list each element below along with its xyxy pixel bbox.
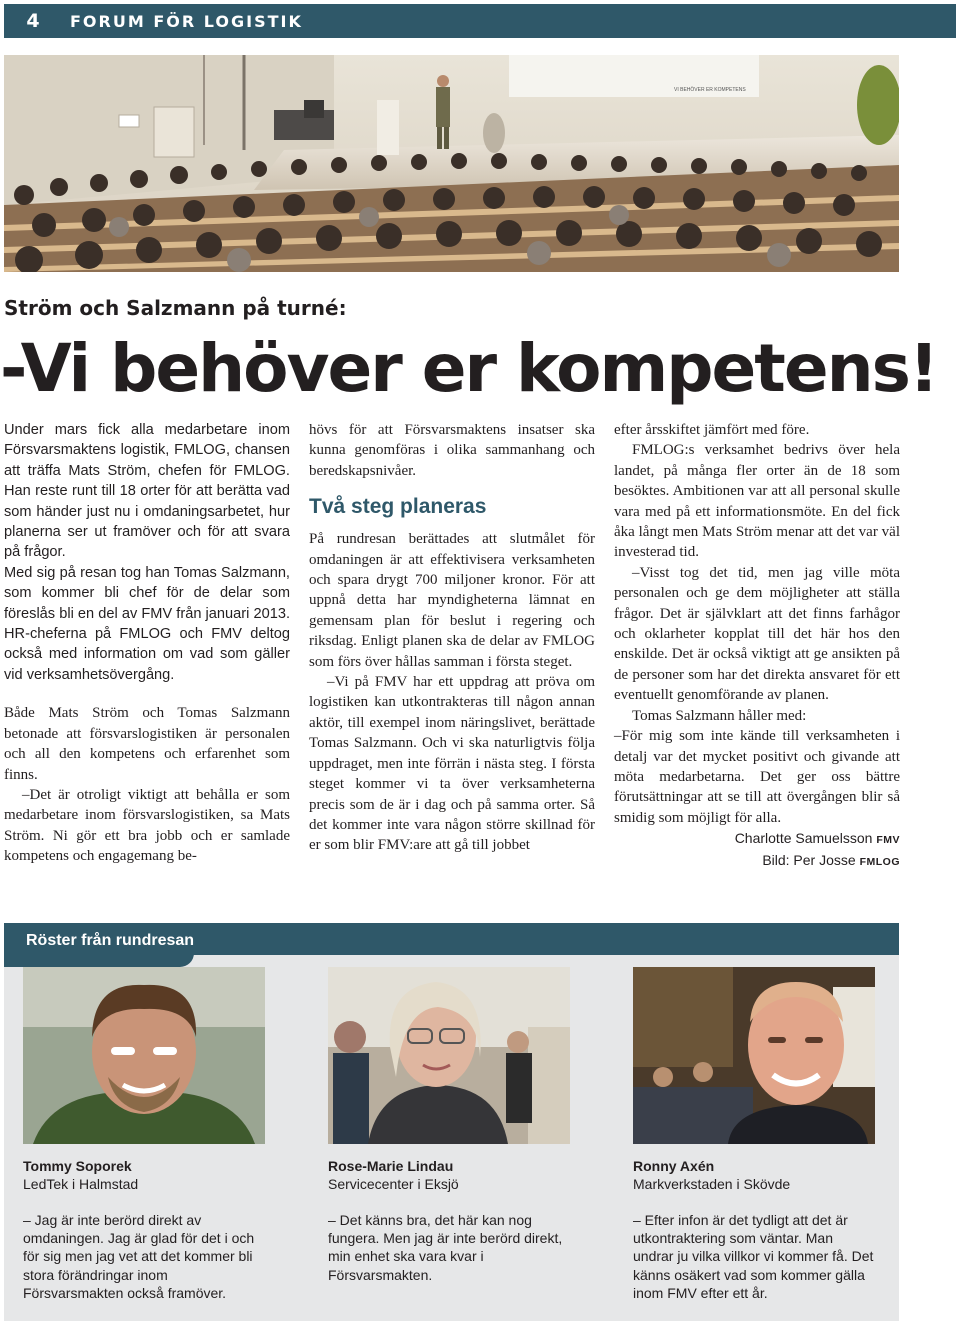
author-name: Charlotte Samuelsson: [734, 830, 873, 847]
voices-title: Röster från rundresan: [26, 932, 195, 949]
person-quote: – Jag är inte berörd direkt av omdaningen. Jag är glad för det i och för sig men jag vet att det kommer bli stora förändringar inom Försvarsmakten också framöver.: [23, 1212, 255, 1301]
person-name: Rose-Marie Lindau: [328, 1158, 454, 1174]
portrait-photo-icon: [633, 967, 875, 1144]
portrait-photo-icon: [328, 967, 570, 1144]
article-kicker: Ström och Salzmann på turné:: [4, 296, 347, 320]
article-column-1: [4, 420, 290, 867]
svg-text:VI BEHÖVER ER KOMPETENS: VI BEHÖVER ER KOMPETENS: [674, 87, 746, 93]
photographer-name: Bild: Per Josse: [762, 852, 856, 869]
person-role: LedTek i Halmstad: [23, 1176, 139, 1192]
voice-card: [328, 967, 570, 1284]
page-number: 4: [26, 10, 40, 32]
ingress-paragraph: Under mars fick alla medarbetare inom Försvarsmaktens logistik, FMLOG, chansen att träffa Mats Ström, chefen för FMLOG. Han reste runt till 18 orter för att berätta vad som händer just nu i omdaningsarbetet, hur planerna ser ut framöver och för att svara på frågor.: [4, 422, 290, 561]
body-paragraph: –Det är otroligt viktigt att behålla er som medarbetare inom försvarslogistiken, sa Mats Ström. Ni gör ett bra jobb och er samlade kompetens och engagemang be-: [4, 786, 290, 865]
page-header: [4, 4, 956, 38]
person-name: Ronny Axén: [633, 1158, 715, 1174]
body-paragraph: På rundresan berättades att slutmålet för omdaningen är att effektivisera verksamheten och spara drygt 700 miljoner kronor. För att uppnå detta har myndigheterna lämnat en gemensam plan för beslut i regering och riksdag. Enligt planen ska de delar av FMLOG som förs över hållas samman i första steget.: [309, 531, 595, 670]
body-paragraph: FMLOG:s verksamhet bedrivs över hela landet, på många fler orter än de 18 som besöktes. Ambitionen var att all personal skulle vara med på ett informationsmöte. En del fick åka långt men Mats Ström menar att det var väl investerad tid.: [614, 442, 900, 561]
auditorium-photo: [4, 55, 899, 272]
ingress-paragraph: Med sig på resan tog han Tomas Salzmann, som kommer bli chef för de delar som föreslås bli en del av FMV från januari 2013. HR-cheferna på FMLOG och FMV deltog också med information om vad som gäller vid verksamhetsövergång.: [4, 564, 290, 683]
portrait-photo-icon: [23, 967, 265, 1144]
body-paragraph: –Vi på FMV har ett uppdrag att pröva om logistiken kan utkontrakteras till någon annan aktör, till exempel inom näringslivet, berättade Tomas Salzmann. Och vi ska naturligtvis följa uppdraget, men inte förrän i nästa steg. I första steget kommer vi ta över verksamheterna precis som de är i dag och på samma orter. Så det kommer inte vara någon större skillnad för er som blir FMV:are att gå till jobbet: [309, 674, 595, 854]
person-role: Markverkstaden i Skövde: [633, 1176, 791, 1192]
person-role: Servicecenter i Eksjö: [328, 1176, 459, 1192]
person-quote: – Det känns bra, det här kan nog fungera. Men jag är inte berörd direkt, min enhet ska vara kvar i Försvarsmakten.: [328, 1212, 563, 1283]
article-headline: -Vi behöver er kompetens!: [0, 330, 937, 407]
body-paragraph: hövs för att Försvarsmaktens insatser ska kunna genomföras i olika sammanhang och beredskapsnivåer.: [309, 422, 595, 479]
body-paragraph: Tomas Salzmann håller med:: [632, 707, 807, 724]
body-paragraph: –Visst tog det tid, men jag ville möta personalen och ge dem möjligheter att ställa frågor. Det är självklart att det finns farhågor och oklarheter kopplat till det här hos den enskilde. Det är också viktigt att ge ansikten på de personer som har det direkta ansvaret för ett eventuellt genomförande av planen.: [614, 564, 900, 704]
body-paragraph: Både Mats Ström och Tomas Salzmann betonade att försvarslogistiken är personalen och all den kompetens och erfarenhet som finns.: [4, 705, 290, 783]
voice-card: [23, 967, 265, 1302]
article-column-3: [614, 420, 900, 872]
section-subheading: Två steg planeras: [309, 495, 487, 519]
body-paragraph: –För mig som inte kände till verksamheten i detalj var det mycket positivt och givande att möta medarbetarna. Det ger oss bättre förutsättningar att se till att övergången blir så smidig som möjligt för alla.: [614, 728, 900, 826]
author-byline: [614, 828, 900, 850]
article-column-2: [309, 420, 595, 856]
photo-byline: [614, 850, 900, 872]
photographer-org: FMLOG: [859, 856, 900, 869]
person-quote: – Efter infon är det tydligt att det är utkontraktering som väntar. Man undrar ju vilka villkor vi kommer få. Det känns osäkert vad som kommer gälla inom FMV efter ett år.: [633, 1212, 874, 1301]
voice-card: [633, 967, 875, 1302]
voices-panel: [4, 923, 899, 1321]
author-org: FMV: [876, 834, 900, 847]
magazine-title: FORUM FÖR LOGISTIK: [70, 11, 303, 31]
person-name: Tommy Soporek: [23, 1158, 132, 1174]
body-paragraph: efter årsskiftet jämfört med före.: [614, 422, 810, 438]
